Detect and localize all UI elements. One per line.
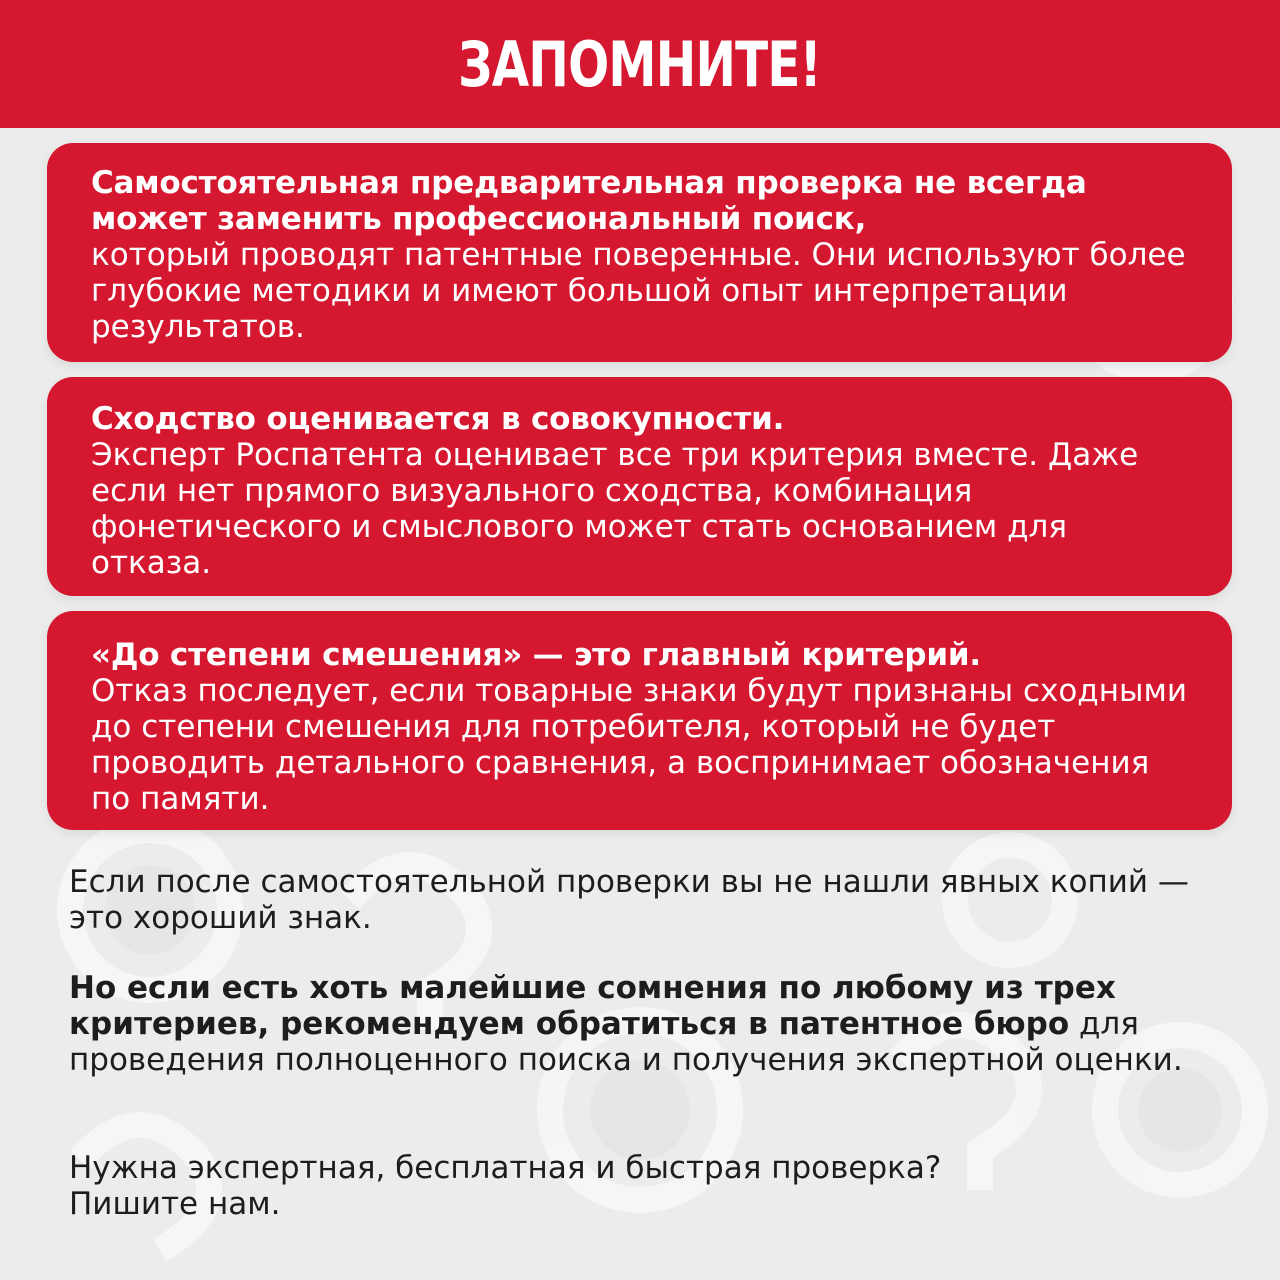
card-heading: Самостоятельная предварительная проверка не всегда может заменить профессиональный поиск, bbox=[91, 165, 1087, 237]
paragraph-call-to-action bbox=[69, 1150, 1239, 1222]
header-banner bbox=[0, 0, 1280, 128]
card-text: Отказ последует, если товарные знаки будут признаны сходными до степени смешения для потребителя, который не будет проводить детального сравнения, а воспринимает обозначения по памяти. bbox=[91, 673, 1188, 817]
card-heading: «До степени смешения» — это главный критерий. bbox=[91, 637, 982, 673]
card-heading: Сходство оценивается в совокупности. bbox=[91, 401, 785, 437]
cta-question: Нужна экспертная, бесплатная и быстрая проверка? bbox=[69, 1150, 942, 1186]
recommendation-rest: для проведения полноценного поиска и получения экспертной оценки. bbox=[69, 1006, 1183, 1078]
cta-contact: Пишите нам. bbox=[69, 1186, 281, 1222]
info-card-2 bbox=[47, 377, 1232, 596]
paragraph-good-sign: Если после самостоятельной проверки вы не нашли явных копий — это хороший знак. bbox=[69, 864, 1189, 936]
info-card-3 bbox=[47, 611, 1232, 830]
card-text: Эксперт Роспатента оценивает все три критерия вместе. Даже если нет прямого визуального сходства, комбинация фонетического и смыслового может стать основанием для отказа. bbox=[91, 437, 1139, 581]
info-card-1 bbox=[47, 143, 1232, 362]
page-title: ЗАПОМНИТЕ! bbox=[458, 27, 822, 101]
card-text: который проводят патентные поверенные. Они используют более глубокие методики и имеют большой опыт интерпретации результатов. bbox=[91, 237, 1186, 345]
recommendation-bold: Но если есть хоть малейшие сомнения по любому из трех критериев, рекомендуем обратиться в патентное бюро bbox=[69, 970, 1116, 1042]
paragraph-recommendation bbox=[69, 970, 1239, 1078]
